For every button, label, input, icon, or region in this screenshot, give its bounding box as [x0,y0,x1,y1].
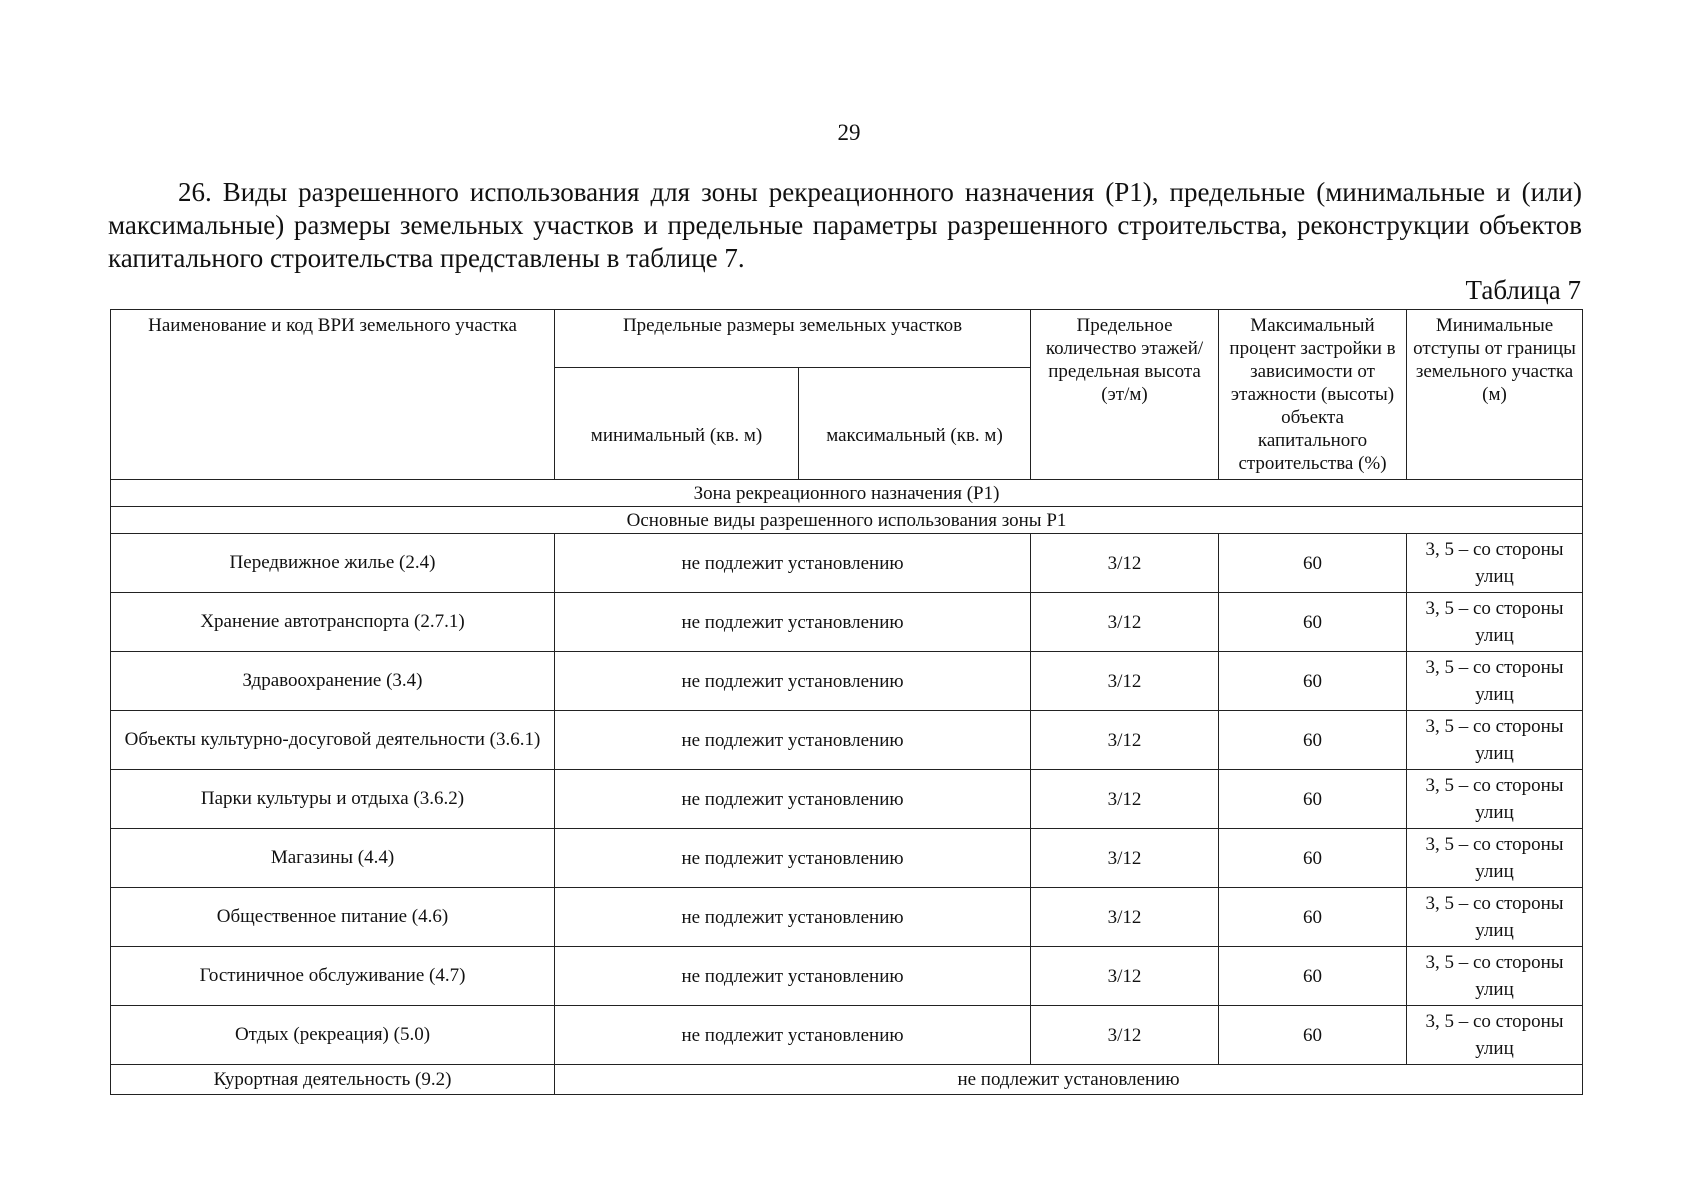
row-size: не подлежит установлению [555,534,1031,593]
row-setback: 3, 5 – со стороны улиц [1407,593,1583,652]
row-coverage: 60 [1219,888,1407,947]
row-name: Курортная деятельность (9.2) [111,1065,555,1095]
row-name: Магазины (4.4) [111,829,555,888]
row-setback: 3, 5 – со стороны улиц [1407,1006,1583,1065]
row-size: не подлежит установлению [555,829,1031,888]
page-number: 29 [837,120,861,145]
row-setback: 3, 5 – со стороны улиц [1407,711,1583,770]
row-coverage: 60 [1219,593,1407,652]
row-size: не подлежит установлению [555,1006,1031,1065]
row-merged-value: не подлежит установлению [555,1065,1583,1095]
row-coverage: 60 [1219,534,1407,593]
row-size: не подлежит установлению [555,652,1031,711]
header-max: максимальный (кв. м) [799,368,1031,480]
header-sizes: Предельные размеры земельных участков [555,310,1031,368]
row-name: Отдых (рекреация) (5.0) [111,1006,555,1065]
row-floors: 3/12 [1031,770,1219,829]
row-setback: 3, 5 – со стороны улиц [1407,947,1583,1006]
row-setback: 3, 5 – со стороны улиц [1407,829,1583,888]
header-coverage: Максимальный процент застройки в зависимости от этажности (высоты) объекта капитального строительства (%) [1219,310,1407,480]
header-name: Наименование и код ВРИ земельного участка [111,310,555,480]
table-caption: Таблица 7 [1465,275,1581,305]
row-size: не подлежит установлению [555,888,1031,947]
row-floors: 3/12 [1031,711,1219,770]
header-min: минимальный (кв. м) [555,368,799,480]
table-row [111,1006,1583,1065]
row-setback: 3, 5 – со стороны улиц [1407,770,1583,829]
row-name: Хранение автотранспорта (2.7.1) [111,593,555,652]
row-name: Гостиничное обслуживание (4.7) [111,947,555,1006]
row-floors: 3/12 [1031,829,1219,888]
table-body [111,480,1583,1095]
table-row [111,770,1583,829]
row-size: не подлежит установлению [555,593,1031,652]
row-coverage: 60 [1219,1006,1407,1065]
row-floors: 3/12 [1031,593,1219,652]
table-row [111,711,1583,770]
row-setback: 3, 5 – со стороны улиц [1407,652,1583,711]
row-coverage: 60 [1219,829,1407,888]
table-row [111,947,1583,1006]
row-coverage: 60 [1219,770,1407,829]
row-floors: 3/12 [1031,534,1219,593]
table-row [111,534,1583,593]
row-floors: 3/12 [1031,947,1219,1006]
table-row [111,888,1583,947]
zone-title: Зона рекреационного назначения (Р1) [111,480,1583,507]
row-setback: 3, 5 – со стороны улиц [1407,888,1583,947]
header-setback: Минимальные отступы от границы земельного участка (м) [1407,310,1583,480]
row-floors: 3/12 [1031,652,1219,711]
row-coverage: 60 [1219,711,1407,770]
table-row [111,829,1583,888]
section-title: Основные виды разрешенного использования зоны Р1 [111,507,1583,534]
table-row [111,652,1583,711]
row-name: Общественное питание (4.6) [111,888,555,947]
row-floors: 3/12 [1031,888,1219,947]
header-floors: Предельное количество этажей/ предельная высота (эт/м) [1031,310,1219,480]
row-coverage: 60 [1219,947,1407,1006]
vri-table [110,309,1583,1095]
row-name: Здравоохранение (3.4) [111,652,555,711]
row-size: не подлежит установлению [555,711,1031,770]
row-size: не подлежит установлению [555,770,1031,829]
row-floors: 3/12 [1031,1006,1219,1065]
row-name: Передвижное жилье (2.4) [111,534,555,593]
table-row [111,593,1583,652]
row-size: не подлежит установлению [555,947,1031,1006]
row-setback: 3, 5 – со стороны улиц [1407,534,1583,593]
intro-paragraph: 26. Виды разрешенного использования для зоны рекреационного назначения (Р1), предельные (минимальные и (или) максимальные) размеры земельных участков и предельные параметры разрешенного строительства, реконструкции объектов капитального строительства представлены в таблице 7. [108,177,1582,273]
table-row-last [111,1065,1583,1095]
row-name: Парки культуры и отдыха (3.6.2) [111,770,555,829]
row-name: Объекты культурно-досуговой деятельности (3.6.1) [111,711,555,770]
row-coverage: 60 [1219,652,1407,711]
